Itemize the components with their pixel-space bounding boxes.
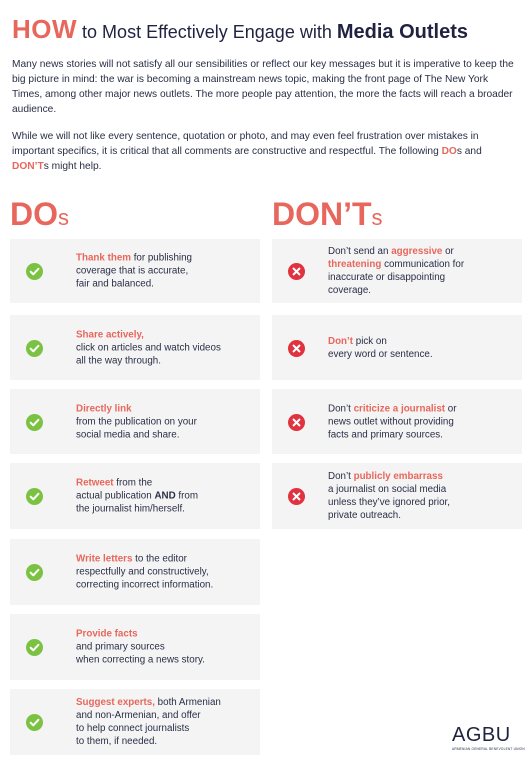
x-circle-icon — [288, 263, 305, 280]
dont-line: or — [445, 403, 457, 414]
intro-paragraph-2 — [12, 129, 520, 174]
dos-heading-word: DO — [10, 196, 58, 232]
dont-line: private outreach. — [328, 510, 401, 521]
do-keyword: Suggest experts, — [76, 697, 155, 708]
donts-heading-suffix: s — [371, 205, 383, 230]
dont-text — [328, 470, 516, 522]
dont-card-aggressive — [272, 239, 522, 303]
check-circle-icon — [26, 488, 43, 505]
do-keyword: Retweet — [76, 477, 114, 489]
intro-s-and: s and — [456, 146, 482, 157]
do-line: click on articles and watch videos — [76, 342, 221, 353]
do-keyword: Directly link — [76, 403, 132, 414]
do-line: social media and share. — [76, 429, 180, 440]
do-text — [76, 328, 254, 367]
do-text — [76, 696, 254, 748]
do-line: respectfully and constructively, — [76, 566, 209, 578]
dont-line: communication for — [381, 259, 465, 270]
do-card-letters — [10, 539, 260, 605]
check-circle-icon — [26, 340, 43, 357]
dont-line: unless they’ve ignored prior, — [328, 497, 450, 508]
donts-heading — [272, 196, 383, 233]
dont-line: Don’t — [328, 471, 354, 482]
dont-keyword: criticize a journalist — [353, 403, 446, 414]
agbu-logo — [452, 724, 525, 751]
dont-card-embarrass — [272, 463, 522, 529]
dont-keyword: Don’t — [328, 335, 354, 347]
dont-line: or — [442, 246, 454, 257]
do-text — [76, 553, 254, 592]
x-circle-icon — [288, 488, 305, 505]
x-circle-icon — [288, 414, 305, 431]
dos-heading — [10, 196, 69, 233]
dont-line: coverage. — [328, 285, 372, 296]
dont-text — [328, 245, 516, 297]
dont-line: pick on — [353, 335, 387, 347]
dont-line: news outlet without providing — [328, 416, 454, 427]
dont-line: Don’t send an — [328, 246, 392, 257]
check-circle-icon — [26, 263, 43, 280]
check-circle-icon — [26, 414, 43, 431]
do-text — [76, 477, 254, 516]
do-card-thank — [10, 239, 260, 303]
dont-card-pick — [272, 315, 522, 380]
check-circle-icon — [26, 564, 43, 581]
do-emphasis: AND — [154, 490, 176, 502]
do-card-experts — [10, 689, 260, 755]
donts-heading-word: DON’T — [272, 196, 372, 232]
do-card-link — [10, 389, 260, 454]
intro-end: s might help. — [43, 161, 102, 172]
do-text — [76, 628, 254, 667]
dont-text — [328, 335, 516, 361]
do-line: and primary sources — [76, 641, 165, 653]
do-text — [76, 402, 254, 441]
do-keyword: Provide facts — [76, 628, 138, 640]
do-line: to them, if needed. — [76, 736, 158, 747]
title-middle: to Most Effectively Engage with — [77, 22, 337, 42]
do-keyword: Share actively, — [76, 329, 144, 340]
dos-heading-suffix: s — [58, 205, 69, 230]
dont-keyword: publicly embarrass — [353, 471, 443, 482]
dont-card-criticize — [272, 389, 522, 454]
intro-donts: DON’T — [12, 161, 44, 172]
do-line: both Armenian — [154, 697, 221, 708]
dont-line: every word or sentence. — [328, 348, 433, 360]
do-line: to the editor — [132, 553, 187, 565]
do-keyword: Thank them — [76, 252, 131, 264]
do-keyword: Write letters — [76, 553, 133, 565]
do-line: to help connect journalists — [76, 723, 190, 734]
check-circle-icon — [26, 639, 43, 656]
do-line: from — [175, 490, 198, 502]
do-line: fair and balanced. — [76, 278, 154, 290]
page-title — [12, 14, 468, 45]
dont-keyword: threatening — [328, 259, 382, 270]
do-line: the journalist him/herself. — [76, 503, 185, 515]
do-line: from the — [113, 477, 153, 489]
title-media-outlets: Media Outlets — [336, 21, 468, 43]
logo-wordmark: AGBU — [452, 724, 511, 746]
do-card-retweet — [10, 463, 260, 529]
x-circle-icon — [288, 340, 305, 357]
do-line: for publishing — [130, 252, 192, 264]
do-line: correcting incorrect information. — [76, 579, 214, 591]
dont-line: inaccurate or disappointing — [328, 272, 446, 283]
intro-p2-text: While we will not like every sentence, quotation or photo, and may even feel frustration over mistakes in important specifics, it is critical that all comments are constructive and respectful. The following — [12, 131, 479, 157]
dont-text — [328, 402, 516, 441]
dont-line: Don’t — [328, 403, 354, 414]
do-card-facts — [10, 614, 260, 680]
do-line: coverage that is accurate, — [76, 265, 189, 277]
check-circle-icon — [26, 714, 43, 731]
title-how: HOW — [12, 14, 78, 44]
do-line: when correcting a news story. — [76, 654, 205, 666]
do-line: all the way through. — [76, 355, 161, 366]
intro-dos: DO — [441, 146, 457, 157]
dont-keyword: aggressive — [391, 246, 443, 257]
do-line: and non-Armenian, and offer — [76, 710, 201, 721]
do-line: actual publication — [76, 490, 155, 502]
dont-line: facts and primary sources. — [328, 429, 443, 440]
do-line: from the publication on your — [76, 416, 197, 427]
intro-paragraph-1: Many news stories will not satisfy all our sensibilities or reflect our key messages but it is imperative to keep the big picture in mind: the war is becoming a mainstream news topic, making the front page of The New York Times, among other major news outlets. The more people pay attention, the more the facts will reach a broader audience. — [12, 59, 514, 115]
do-text — [76, 252, 254, 291]
do-card-share — [10, 315, 260, 380]
dont-line: a journalist on social media — [328, 484, 447, 495]
logo-tagline: ARMENIAN GENERAL BENEVOLENT UNION — [452, 747, 525, 751]
